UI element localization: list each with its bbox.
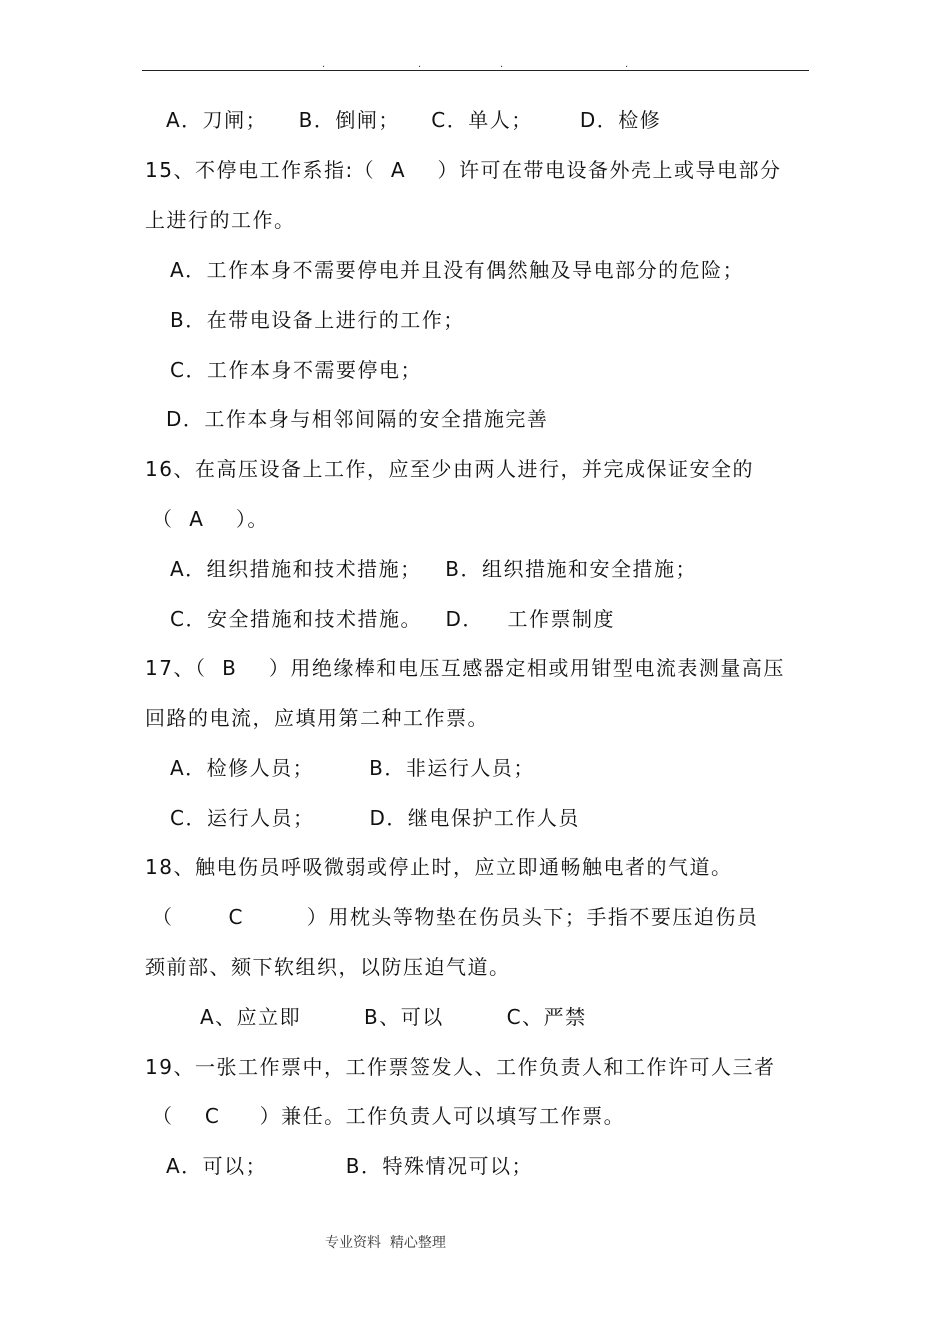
header-rule — [142, 70, 809, 71]
page-footer: 专业资料 精心整理 — [325, 1235, 446, 1251]
option-line: C．运行人员； D．继电保护工作人员 — [170, 806, 580, 830]
header-dot: . — [418, 59, 422, 70]
question-line: （ A ）。 — [152, 507, 269, 531]
option-line: A、应立即 B、可以 C、严禁 — [200, 1005, 587, 1029]
option-line: A．检修人员； B．非运行人员； — [170, 756, 535, 780]
option-line: A．刀闸； B．倒闸； C．单人； D．检修 — [166, 108, 662, 132]
option-line: A．组织措施和技术措施； B．组织措施和安全措施； — [170, 557, 697, 581]
option-line: C．工作本身不需要停电； — [170, 358, 422, 382]
option-line: A．可以； B．特殊情况可以； — [166, 1154, 533, 1178]
question-line: 17、（ B ）用绝缘棒和电压互感器定相或用钳型电流表测量高压 — [145, 656, 785, 680]
question-line: 16、在高压设备上工作，应至少由两人进行，并完成保证安全的 — [145, 457, 754, 481]
question-line: 上进行的工作。 — [145, 208, 296, 232]
question-line: （ C ）用枕头等物垫在伤员头下；手指不要压迫伤员 — [152, 905, 759, 929]
question-line: 19、一张工作票中，工作票签发人、工作负责人和工作许可人三者 — [145, 1055, 776, 1079]
question-line: 15、不停电工作系指:（ A ）许可在带电设备外壳上或导电部分 — [145, 158, 782, 182]
option-line: D．工作本身与相邻间隔的安全措施完善 — [166, 407, 549, 431]
header-dot: . — [322, 59, 326, 70]
question-line: 18、触电伤员呼吸微弱或停止时，应立即通畅触电者的气道。 — [145, 855, 733, 879]
question-line: 颈前部、颏下软组织，以防压迫气道。 — [145, 955, 511, 979]
option-line: A．工作本身不需要停电并且没有偶然触及导电部分的危险； — [170, 258, 745, 282]
option-line: B．在带电设备上进行的工作； — [170, 308, 465, 332]
header-dot: . — [500, 59, 504, 70]
header-dot: . — [625, 59, 629, 70]
question-line: （ C ）兼任。工作负责人可以填写工作票。 — [152, 1104, 626, 1128]
option-line: C．安全措施和技术措施。 D． 工作票制度 — [170, 607, 616, 631]
question-line: 回路的电流，应填用第二种工作票。 — [145, 706, 489, 730]
